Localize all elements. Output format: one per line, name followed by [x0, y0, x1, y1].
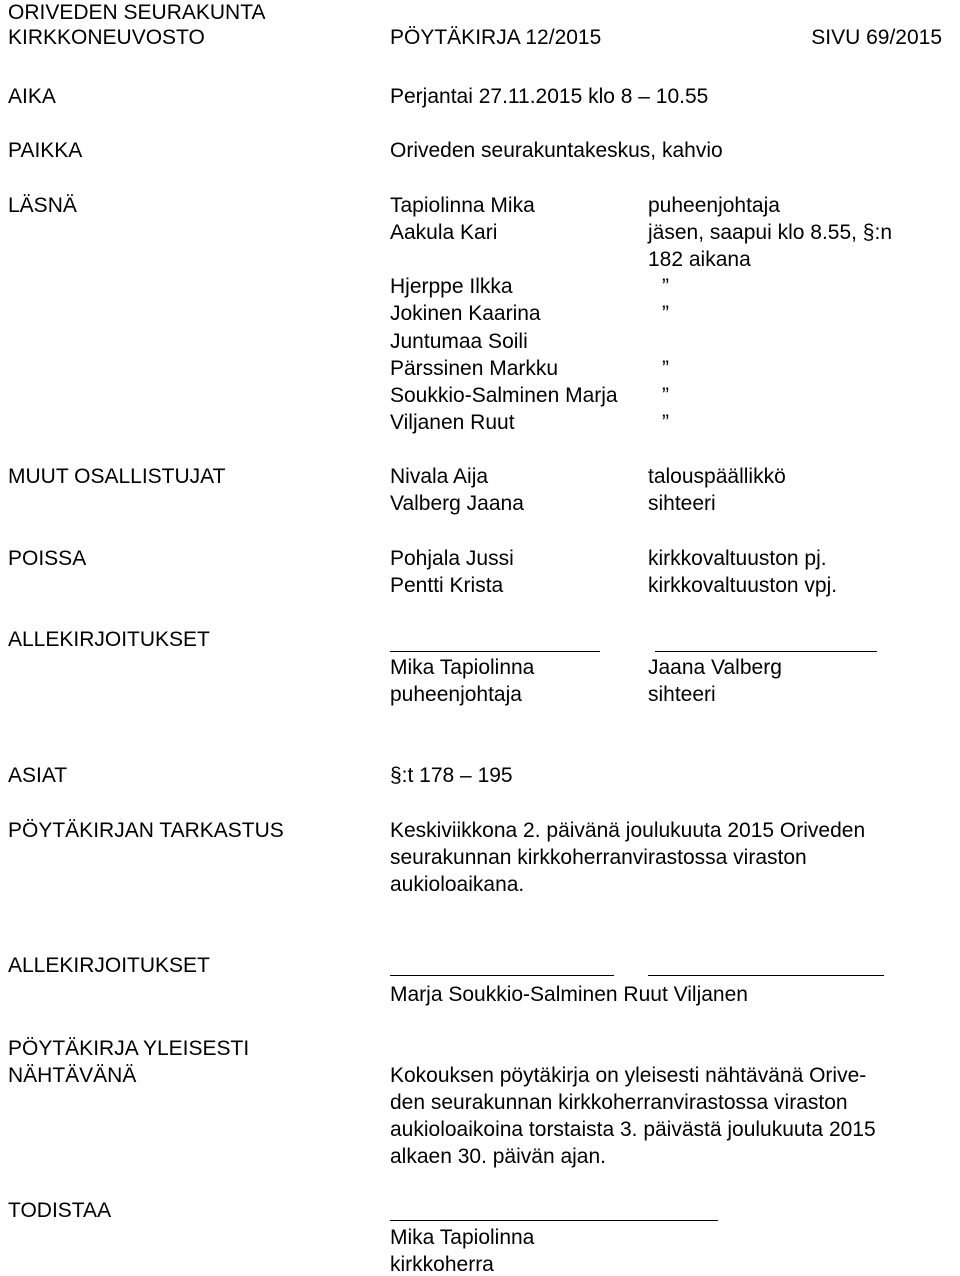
review-text-line: seurakunnan kirkkoherranvirastossa viraston — [390, 846, 807, 869]
place-value: Oriveden seurakuntakeskus, kahvio — [390, 139, 723, 162]
signature-line — [390, 975, 614, 976]
review-label: PÖYTÄKIRJAN TARKASTUS — [8, 819, 284, 842]
member-name: Tapiolinna Mika — [390, 194, 535, 217]
public-text-line: Kokouksen pöytäkirja on yleisesti nähtävänä Orive- — [390, 1064, 867, 1087]
page-number: SIVU 69/2015 — [811, 26, 942, 49]
public-text-line: alkaen 30. päivän ajan. — [390, 1145, 606, 1168]
member-role: kirkkovaltuuston vpj. — [648, 574, 838, 597]
public-display-label: PÖYTÄKIRJA YLEISESTI — [8, 1037, 250, 1060]
signature-line — [390, 651, 600, 652]
signatures-label: ALLEKIRJOITUKSET — [8, 628, 210, 651]
public-text-line: aukioloaikoina torstaista 3. päivästä joulukuuta 2015 — [390, 1118, 876, 1141]
member-name: Jokinen Kaarina — [390, 302, 541, 325]
minutes-number: PÖYTÄKIRJA 12/2015 — [390, 26, 602, 49]
member-name: Hjerppe Ilkka — [390, 275, 513, 298]
review-text-line: aukioloaikana. — [390, 873, 525, 896]
member-role: puheenjohtaja — [648, 194, 780, 217]
member-name: Pentti Krista — [390, 574, 504, 597]
others-label: MUUT OSALLISTUJAT — [8, 465, 226, 488]
signatures-label: ALLEKIRJOITUKSET — [8, 954, 210, 977]
public-text-line: den seurakunnan kirkkoherranvirastossa viraston — [390, 1091, 848, 1114]
certifier-title: kirkkoherra — [390, 1253, 494, 1276]
council-name: KIRKKONEUVOSTO — [8, 26, 205, 49]
member-name: Nivala Aija — [390, 465, 489, 488]
member-name: Pärssinen Markku — [390, 357, 559, 380]
place-label: PAIKKA — [8, 139, 83, 162]
ditto-mark: ” — [662, 302, 669, 325]
certifier-name: Mika Tapiolinna — [390, 1226, 535, 1249]
organization-name: ORIVEDEN SEURAKUNTA — [8, 1, 266, 24]
secretary-name: Jaana Valberg — [648, 656, 782, 679]
public-display-label: NÄHTÄVÄNÄ — [8, 1064, 137, 1087]
signature-line — [648, 975, 884, 976]
secretary-title: sihteeri — [648, 683, 716, 706]
present-label: LÄSNÄ — [8, 194, 77, 217]
member-name: Pohjala Jussi — [390, 547, 514, 570]
member-name: Juntumaa Soili — [390, 330, 528, 353]
ditto-mark: ” — [662, 357, 669, 380]
member-name: Viljanen Ruut — [390, 411, 515, 434]
signature-line — [655, 651, 877, 652]
chair-title: puheenjohtaja — [390, 683, 522, 706]
ditto-mark: ” — [662, 275, 669, 298]
member-role: sihteeri — [648, 492, 716, 515]
ditto-mark: ” — [662, 384, 669, 407]
absent-label: POISSA — [8, 547, 87, 570]
time-value: Perjantai 27.11.2015 klo 8 – 10.55 — [390, 85, 709, 108]
member-name: Soukkio-Salminen Marja — [390, 384, 618, 407]
items-label: ASIAT — [8, 764, 68, 787]
member-role: jäsen, saapui klo 8.55, §:n — [648, 221, 893, 244]
member-role: talouspäällikkö — [648, 465, 786, 488]
items-value: §:t 178 – 195 — [390, 764, 513, 787]
reviewer-names: Marja Soukkio-Salminen Ruut Viljanen — [390, 983, 748, 1006]
member-role: kirkkovaltuuston pj. — [648, 547, 827, 570]
chair-name: Mika Tapiolinna — [390, 656, 535, 679]
member-name: Aakula Kari — [390, 221, 498, 244]
member-role-continued: 182 aikana — [648, 248, 751, 271]
review-text-line: Keskiviikkona 2. päivänä joulukuuta 2015 Oriveden — [390, 819, 866, 842]
signature-line — [390, 1220, 718, 1221]
certify-label: TODISTAA — [8, 1199, 112, 1222]
member-name: Valberg Jaana — [390, 492, 524, 515]
time-label: AIKA — [8, 85, 56, 108]
ditto-mark: ” — [662, 411, 669, 434]
